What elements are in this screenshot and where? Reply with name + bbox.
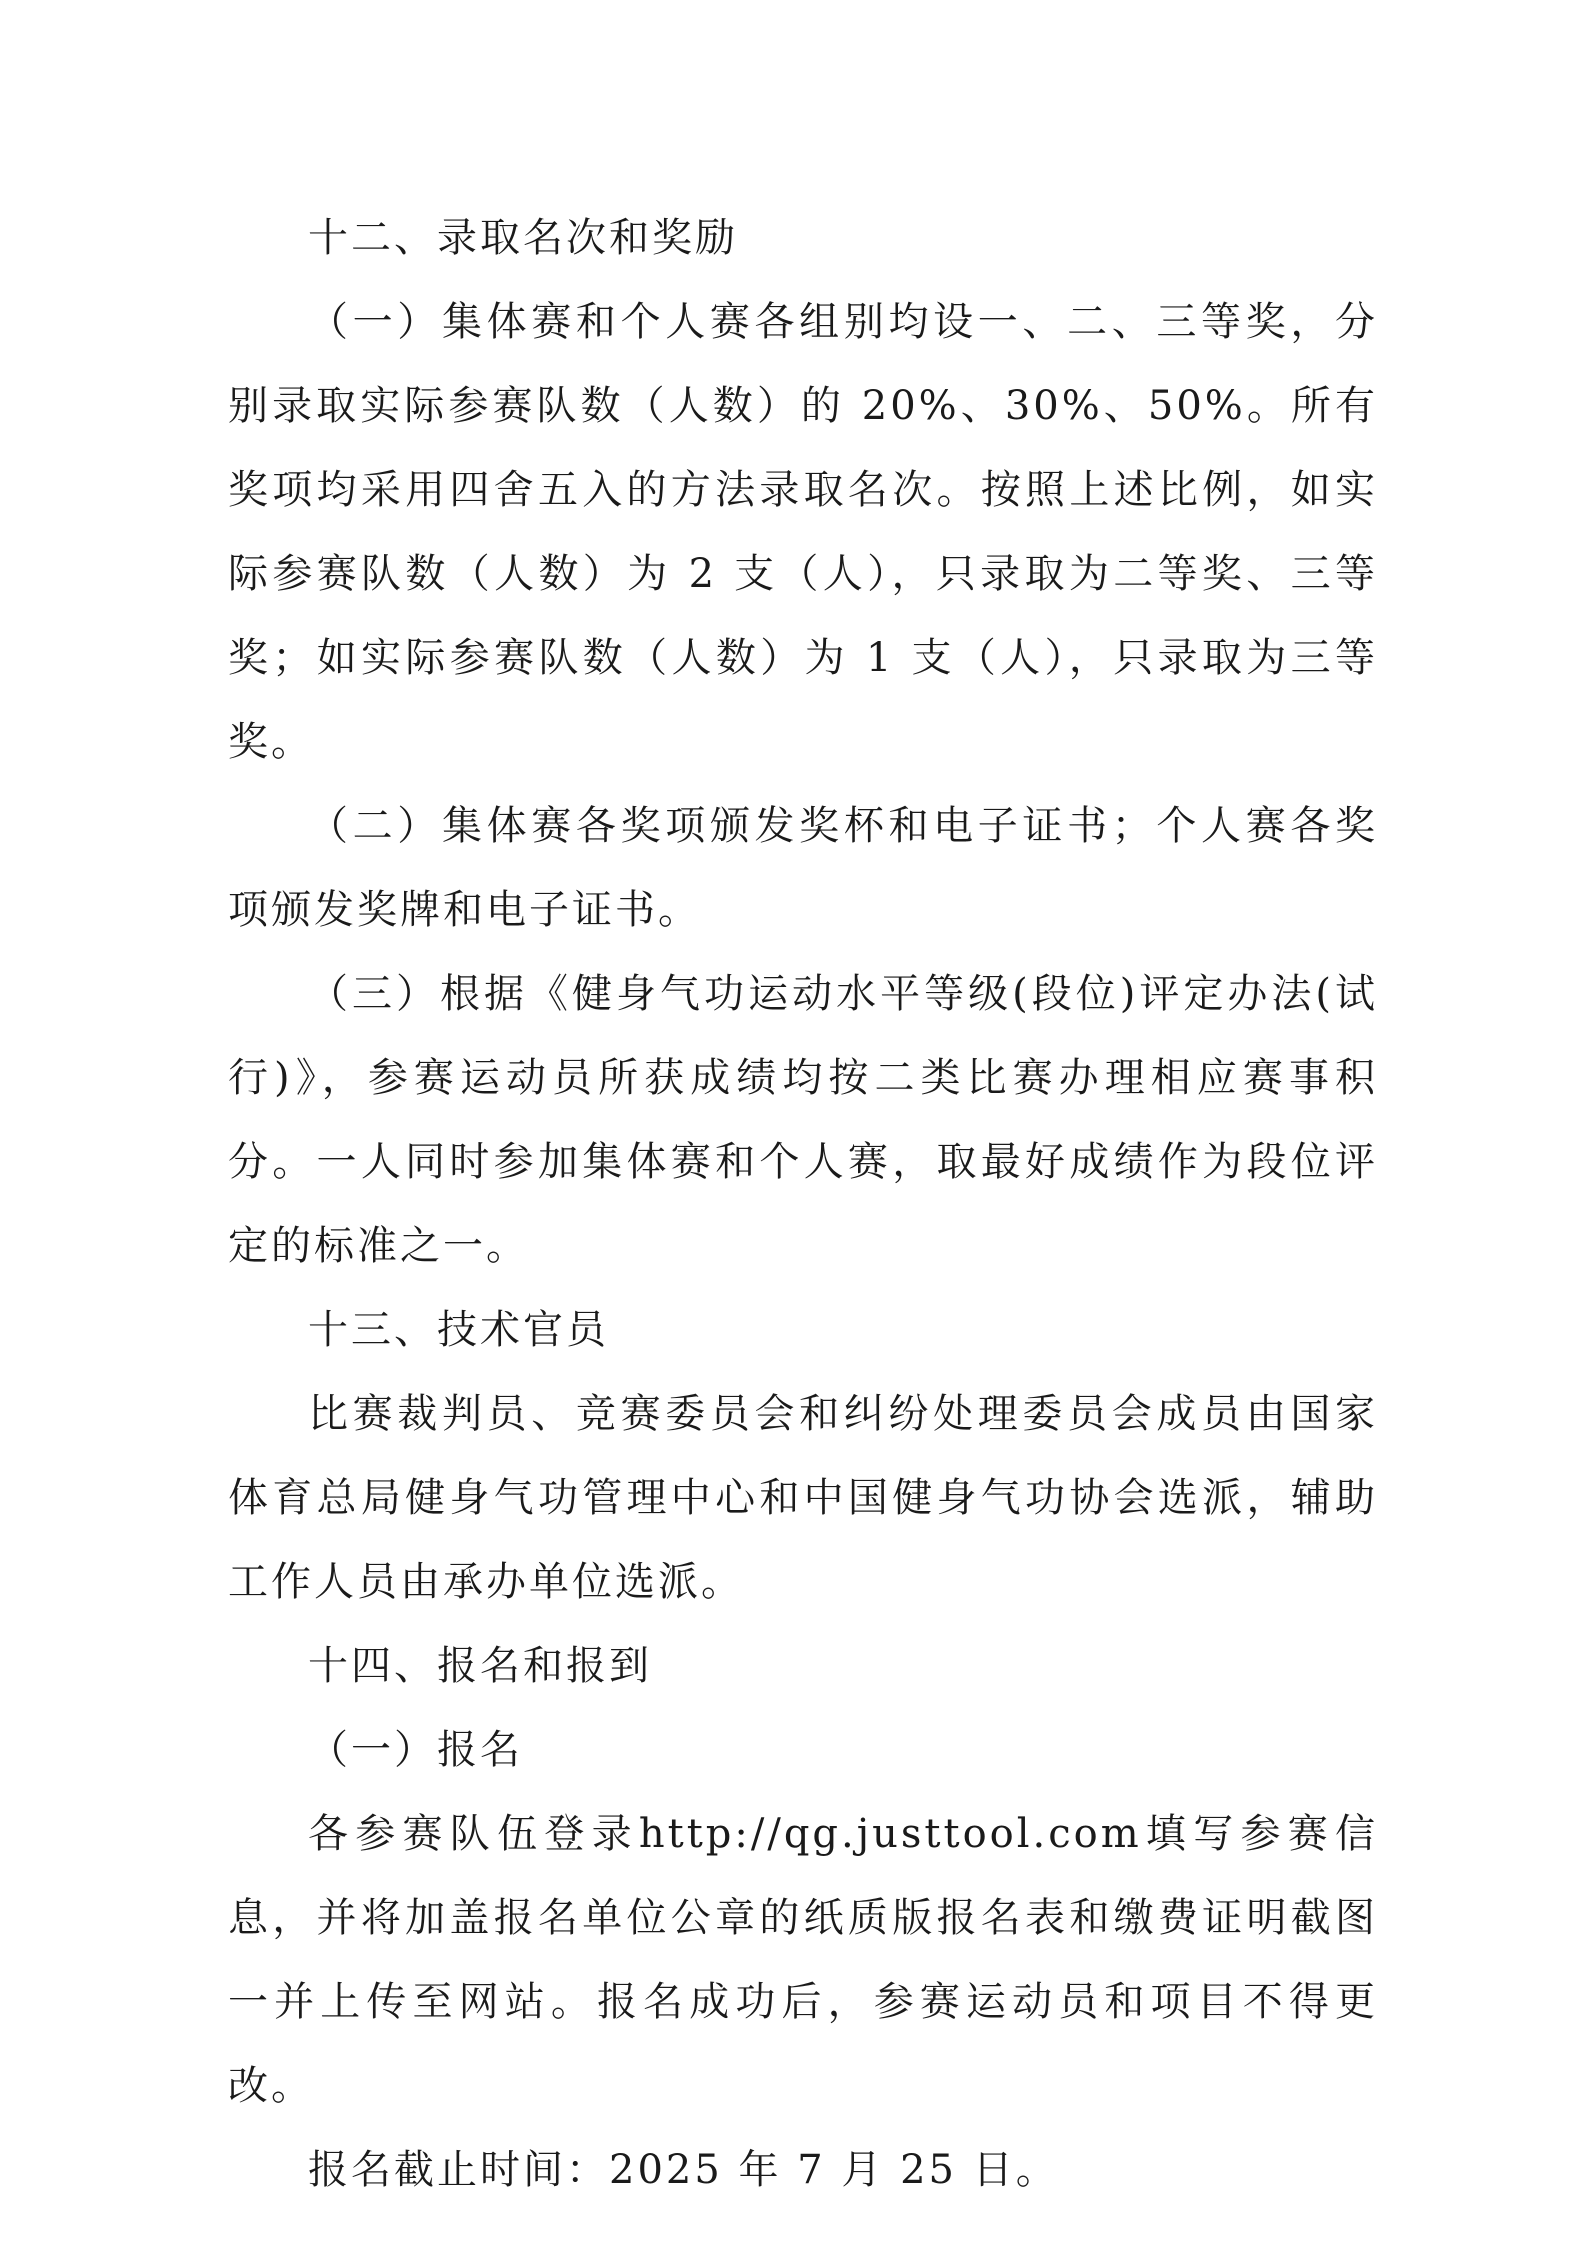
document-body — [228, 196, 1378, 2212]
section-14-heading: 十四、报名和报到 — [308, 1643, 652, 1689]
section-14-subheading-registration: （一）报名 — [308, 1727, 523, 1773]
section-13-paragraph-1: 比赛裁判员、竞赛委员会和纠纷处理委员会成员由国家体育总局健身气功管理中心和中国健身气功协会选派，辅助工作人员由承办单位选派。 — [228, 1391, 1378, 1605]
section-13-heading: 十三、技术官员 — [308, 1307, 609, 1353]
section-14-paragraph-1: 各参赛队伍登录http://qg.justtool.com填写参赛信息，并将加盖报名单位公章的纸质版报名表和缴费证明截图一并上传至网站。报名成功后，参赛运动员和项目不得更改。 — [228, 1811, 1378, 2109]
registration-deadline: 报名截止时间：2025 年 7 月 25 日。 — [308, 2147, 1059, 2193]
section-12-paragraph-3: （三）根据《健身气功运动水平等级(段位)评定办法(试行)》，参赛运动员所获成绩均按二类比赛办理相应赛事积分。一人同时参加集体赛和个人赛，取最好成绩作为段位评定的标准之一。 — [228, 971, 1378, 1269]
section-12-paragraph-1: （一）集体赛和个人赛各组别均设一、二、三等奖，分别录取实际参赛队数（人数）的 20%、30%、50%。所有奖项均采用四舍五入的方法录取名次。按照上述比例，如实际参赛队数（人数）为 2 支（人），只录取为二等奖、三等奖；如实际参赛队数（人数）为 1 支（人），只录取为三等奖。 — [228, 299, 1378, 765]
section-12-heading: 十二、录取名次和奖励 — [308, 215, 738, 261]
section-12-paragraph-2: （二）集体赛各奖项颁发奖杯和电子证书；个人赛各奖项颁发奖牌和电子证书。 — [228, 803, 1378, 933]
